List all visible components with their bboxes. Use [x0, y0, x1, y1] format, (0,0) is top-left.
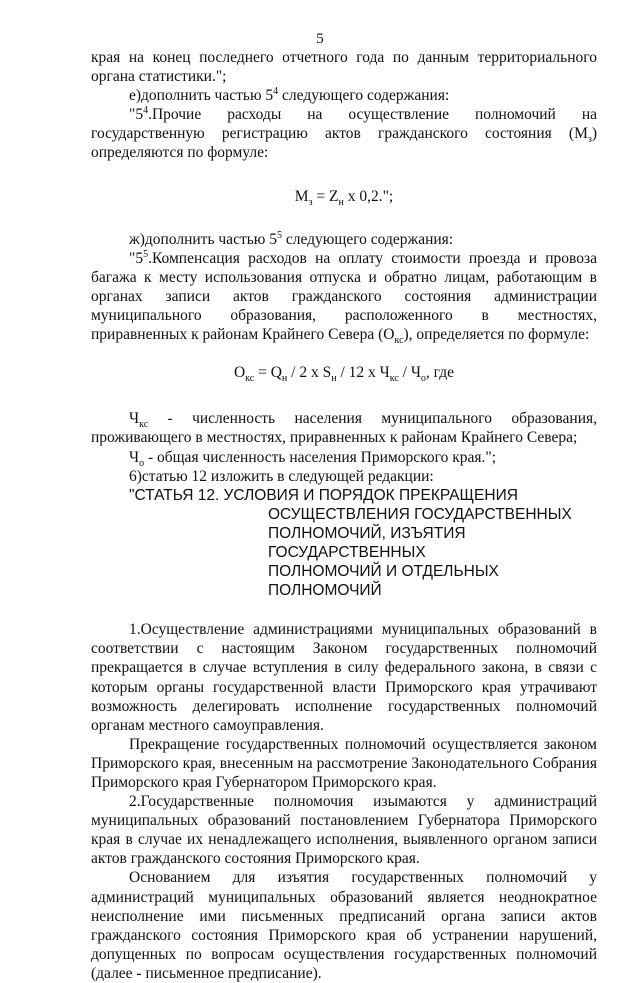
item-zh-sup: 5	[277, 229, 282, 241]
formula-oks-o-sub: кс	[245, 373, 255, 385]
part-5-5-sup: 5	[143, 248, 149, 260]
formula-oks-p4: , где	[425, 364, 455, 382]
formula-oks-eq: = Q	[254, 364, 282, 382]
item-e-tail: следующего содержания:	[278, 87, 450, 105]
article-paragraph-2: Прекращение государственных полномочий осуществляется законом Приморского края, внесенным на рассмотрение Законодательного Собрания Приморского края Губернатором Приморского края.	[91, 735, 597, 791]
item-zh-tail: следующего содержания:	[282, 230, 454, 248]
part-5-5-text: .Компенсация расходов на оплату стоимости проезда и провоза багажа к месту использования отпуска и обратно лицам, работающим в органах записи актов гражданского состояния администрации муниципального образования, расположенного в местностях, приравненных к районам Крайнего Севера (О	[91, 249, 597, 344]
formula-oks-cho-sub: о	[420, 373, 426, 385]
part-5-5-paragraph	[91, 248, 597, 347]
def2-sub: о	[139, 457, 145, 469]
title-line-2: ОСУЩЕСТВЛЕНИЯ ГОСУДАРСТВЕННЫХ	[268, 505, 572, 523]
document-body	[91, 48, 597, 983]
def2-symbol: Ч	[129, 448, 140, 466]
title-line-4: ПОЛНОМОЧИЙ И ОТДЕЛЬНЫХ ПОЛНОМОЧИЙ	[268, 563, 499, 600]
def1-sub: кс	[139, 419, 149, 431]
formula-mz-a: М	[294, 187, 309, 205]
formula-oks-p3: / Ч	[398, 364, 421, 382]
item-e-sup: 4	[273, 86, 279, 98]
article-paragraph-3: 2.Государственные полномочия изымаются у администраций муниципальных образований постановлением Губернатора Приморского края в случае их ненадлежащего исполнения, выявленного органом записи актов гражданского состояния Приморского края.	[91, 793, 597, 868]
formula-oks-o: О	[233, 364, 246, 382]
part-5-4-start: "5	[129, 106, 144, 124]
formula-mz-b-sub: н	[338, 196, 344, 208]
def1-symbol: Ч	[129, 410, 140, 428]
formula-mz-a-sub: з	[308, 196, 313, 208]
formula-mz	[91, 187, 597, 206]
article-paragraph-4: Основанием для изъятия государственных полномочий у администраций муниципальных образований является неоднократное неисполнение ими письменных предписаний органа записи актов гражданского состояния Приморского края об устранении нарушений, допущенных по вопросам осуществления государственных полномочий (далее - письменное предписание).	[91, 869, 597, 982]
part-5-4-paragraph	[91, 105, 597, 162]
formula-oks-s-sub: н	[331, 373, 337, 385]
part-5-4-sub: з	[587, 134, 592, 146]
definition-ch-o	[91, 448, 597, 467]
formula-oks-p2: / 12 х Ч	[336, 364, 390, 382]
formula-oks	[91, 363, 597, 385]
formula-mz-c: х 0,2.";	[343, 187, 394, 205]
title-line-3: ПОЛНОМОЧИЙ, ИЗЪЯТИЯ ГОСУДАРСТВЕННЫХ	[268, 524, 466, 561]
article-paragraph-1: 1.Осуществление администрациями муниципальных образований в соответствии с настоящим Законом государственных полномочий прекращается в случае вступления в силу федерального закона, в связи с которым органы государственной власти Приморского края утрачивают возможность делегировать исполнение государственных полномочий органам местного самоуправления.	[91, 621, 597, 734]
page-number: 5	[316, 31, 324, 47]
formula-oks-ch-sub: кс	[389, 373, 399, 385]
part-5-5-end: ), определяется по формуле:	[403, 326, 590, 344]
item-e-text: е)дополнить частью 5	[129, 87, 274, 105]
title-line-1: "СТАТЬЯ 12. УСЛОВИЯ И ПОРЯДОК ПРЕКРАЩЕНИЯ	[129, 486, 518, 504]
formula-oks-q-sub: н	[281, 373, 288, 385]
item-zh-text: ж)дополнить частью 5	[129, 230, 277, 248]
part-5-4-sup: 4	[143, 105, 149, 117]
def1-text: - численность населения муниципального образования, проживающего в местностях, приравненных к районам Крайнего Севера;	[91, 410, 597, 447]
part-5-5-start: "5	[129, 249, 144, 267]
formula-mz-b: = Z	[312, 187, 339, 205]
part-5-5-sub: кс	[394, 335, 404, 347]
amendment-item-e	[91, 86, 597, 105]
amendment-item-6: 6)статью 12 изложить в следующей редакции:	[129, 467, 434, 485]
paragraph-continuation: края на конец последнего отчетного года по данным территориального органа статистики.";	[91, 49, 597, 86]
definition-ch-ks	[91, 409, 597, 447]
def2-text: - общая численность населения Приморского края.";	[144, 448, 496, 466]
article-12-title	[91, 486, 597, 601]
amendment-item-zh	[91, 230, 597, 249]
part-5-4-end: ) определяются по формуле:	[91, 125, 597, 162]
formula-oks-p1: / 2 х S	[287, 364, 332, 382]
part-5-4-text: .Прочие расходы на осуществление полномочий на государственную регистрацию актов гражданского состояния (М	[91, 106, 597, 143]
